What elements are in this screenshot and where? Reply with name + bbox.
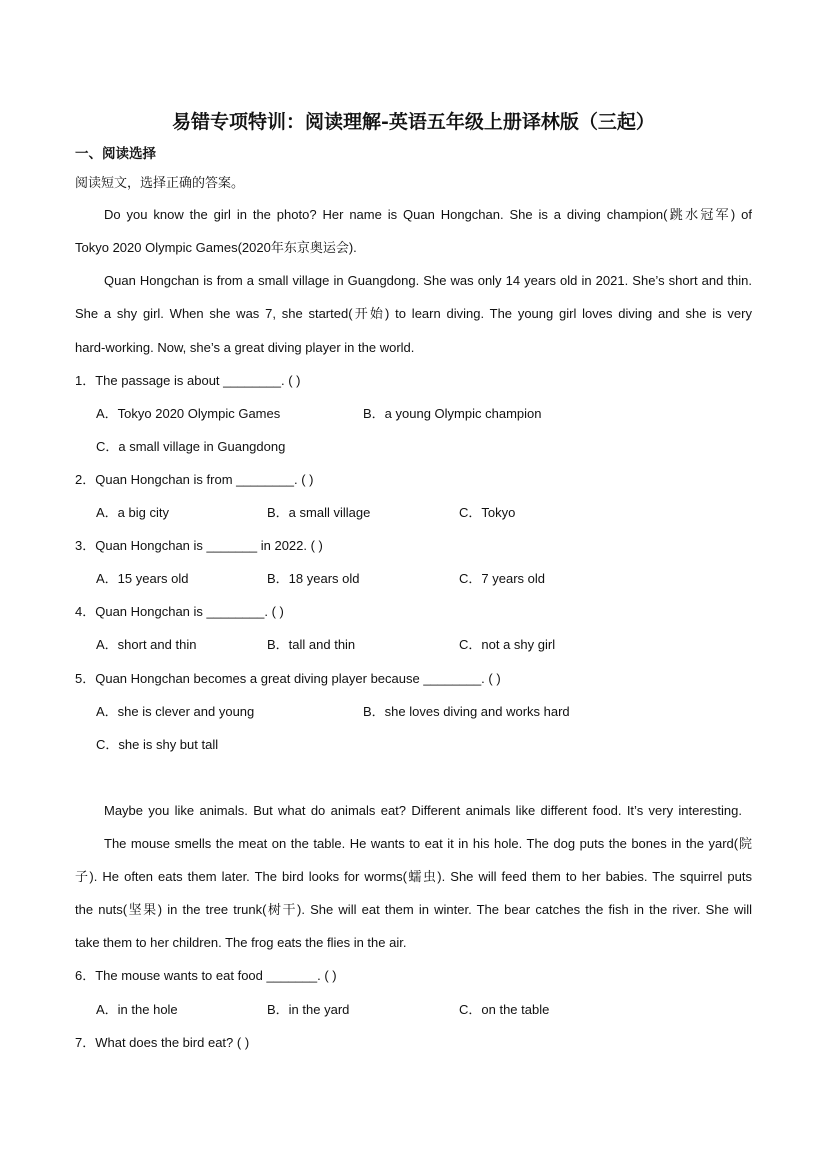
question-stem: 4．Quan Hongchan is ________. ( ) — [75, 604, 284, 619]
question-stem: 7．What does the bird eat? ( ) — [75, 1035, 250, 1050]
question-stem: 1．The passage is about ________. ( ) — [75, 373, 301, 388]
passage2-line: The mouse smells the meat on the table. He wants to eat it in his hole. The dog puts the bones in the yard(院 — [104, 836, 752, 851]
passage1-line: hard-working. Now, she’s a great diving player in the world. — [75, 340, 415, 355]
option-b[interactable]: B．she loves diving and works hard — [363, 704, 570, 719]
passage2-line: Maybe you like animals. But what do animals eat? Different animals like different food. It’s very interesting. — [104, 803, 742, 818]
option-c[interactable]: C．7 years old — [459, 571, 545, 586]
option-b[interactable]: B．18 years old — [267, 571, 360, 586]
passage1-line: She a shy girl. When she was 7, she started(开始) to learn diving. The young girl loves diving and she is very — [75, 306, 752, 321]
option-a[interactable]: A．a big city — [96, 505, 169, 520]
section-heading: 一、阅读选择 — [75, 146, 156, 161]
option-b[interactable]: B．in the yard — [267, 1002, 350, 1017]
option-c[interactable]: C．not a shy girl — [459, 637, 556, 652]
option-a[interactable]: A．in the hole — [96, 1002, 178, 1017]
question-stem: 5．Quan Hongchan becomes a great diving player because ________. ( ) — [75, 671, 501, 686]
passage1-line: Do you know the girl in the photo? Her name is Quan Hongchan. She is a diving champion(跳水冠军) of — [104, 207, 752, 222]
question-stem: 3．Quan Hongchan is _______ in 2022. ( ) — [75, 538, 323, 553]
option-a[interactable]: A．she is clever and young — [96, 704, 255, 719]
passage1-line: Tokyo 2020 Olympic Games(2020年东京奥运会). — [75, 240, 357, 255]
option-c[interactable]: C．she is shy but tall — [96, 737, 219, 752]
question-stem: 6．The mouse wants to eat food _______. ( ) — [75, 968, 337, 983]
option-c[interactable]: C．on the table — [459, 1002, 550, 1017]
page-title: 易错专项特训：阅读理解-英语五年级上册译林版（三起） — [172, 111, 655, 133]
option-c[interactable]: C．Tokyo — [459, 505, 516, 520]
passage2-line: take them to her children. The frog eats the flies in the air. — [75, 935, 407, 950]
option-b[interactable]: B．a small village — [267, 505, 371, 520]
passage2-line: the nuts(坚果) in the tree trunk(树干). She will eat them in winter. The bear catches the fish in the river. She will — [75, 902, 752, 917]
option-b[interactable]: B．a young Olympic champion — [363, 406, 542, 421]
question-stem: 2．Quan Hongchan is from ________. ( ) — [75, 472, 314, 487]
option-b[interactable]: B．tall and thin — [267, 637, 356, 652]
passage2-line: 子). He often eats them later. The bird looks for worms(蠕虫). She will feed them to her babies. The squirrel puts — [75, 869, 752, 884]
passage1-line: Quan Hongchan is from a small village in Guangdong. She was only 14 years old in 2021. She’s short and thin. — [104, 273, 752, 288]
option-a[interactable]: A．short and thin — [96, 637, 197, 652]
option-a[interactable]: A．Tokyo 2020 Olympic Games — [96, 406, 281, 421]
option-a[interactable]: A．15 years old — [96, 571, 189, 586]
instruction-text: 阅读短文，选择正确的答案。 — [75, 175, 245, 190]
option-c[interactable]: C．a small village in Guangdong — [96, 439, 286, 454]
